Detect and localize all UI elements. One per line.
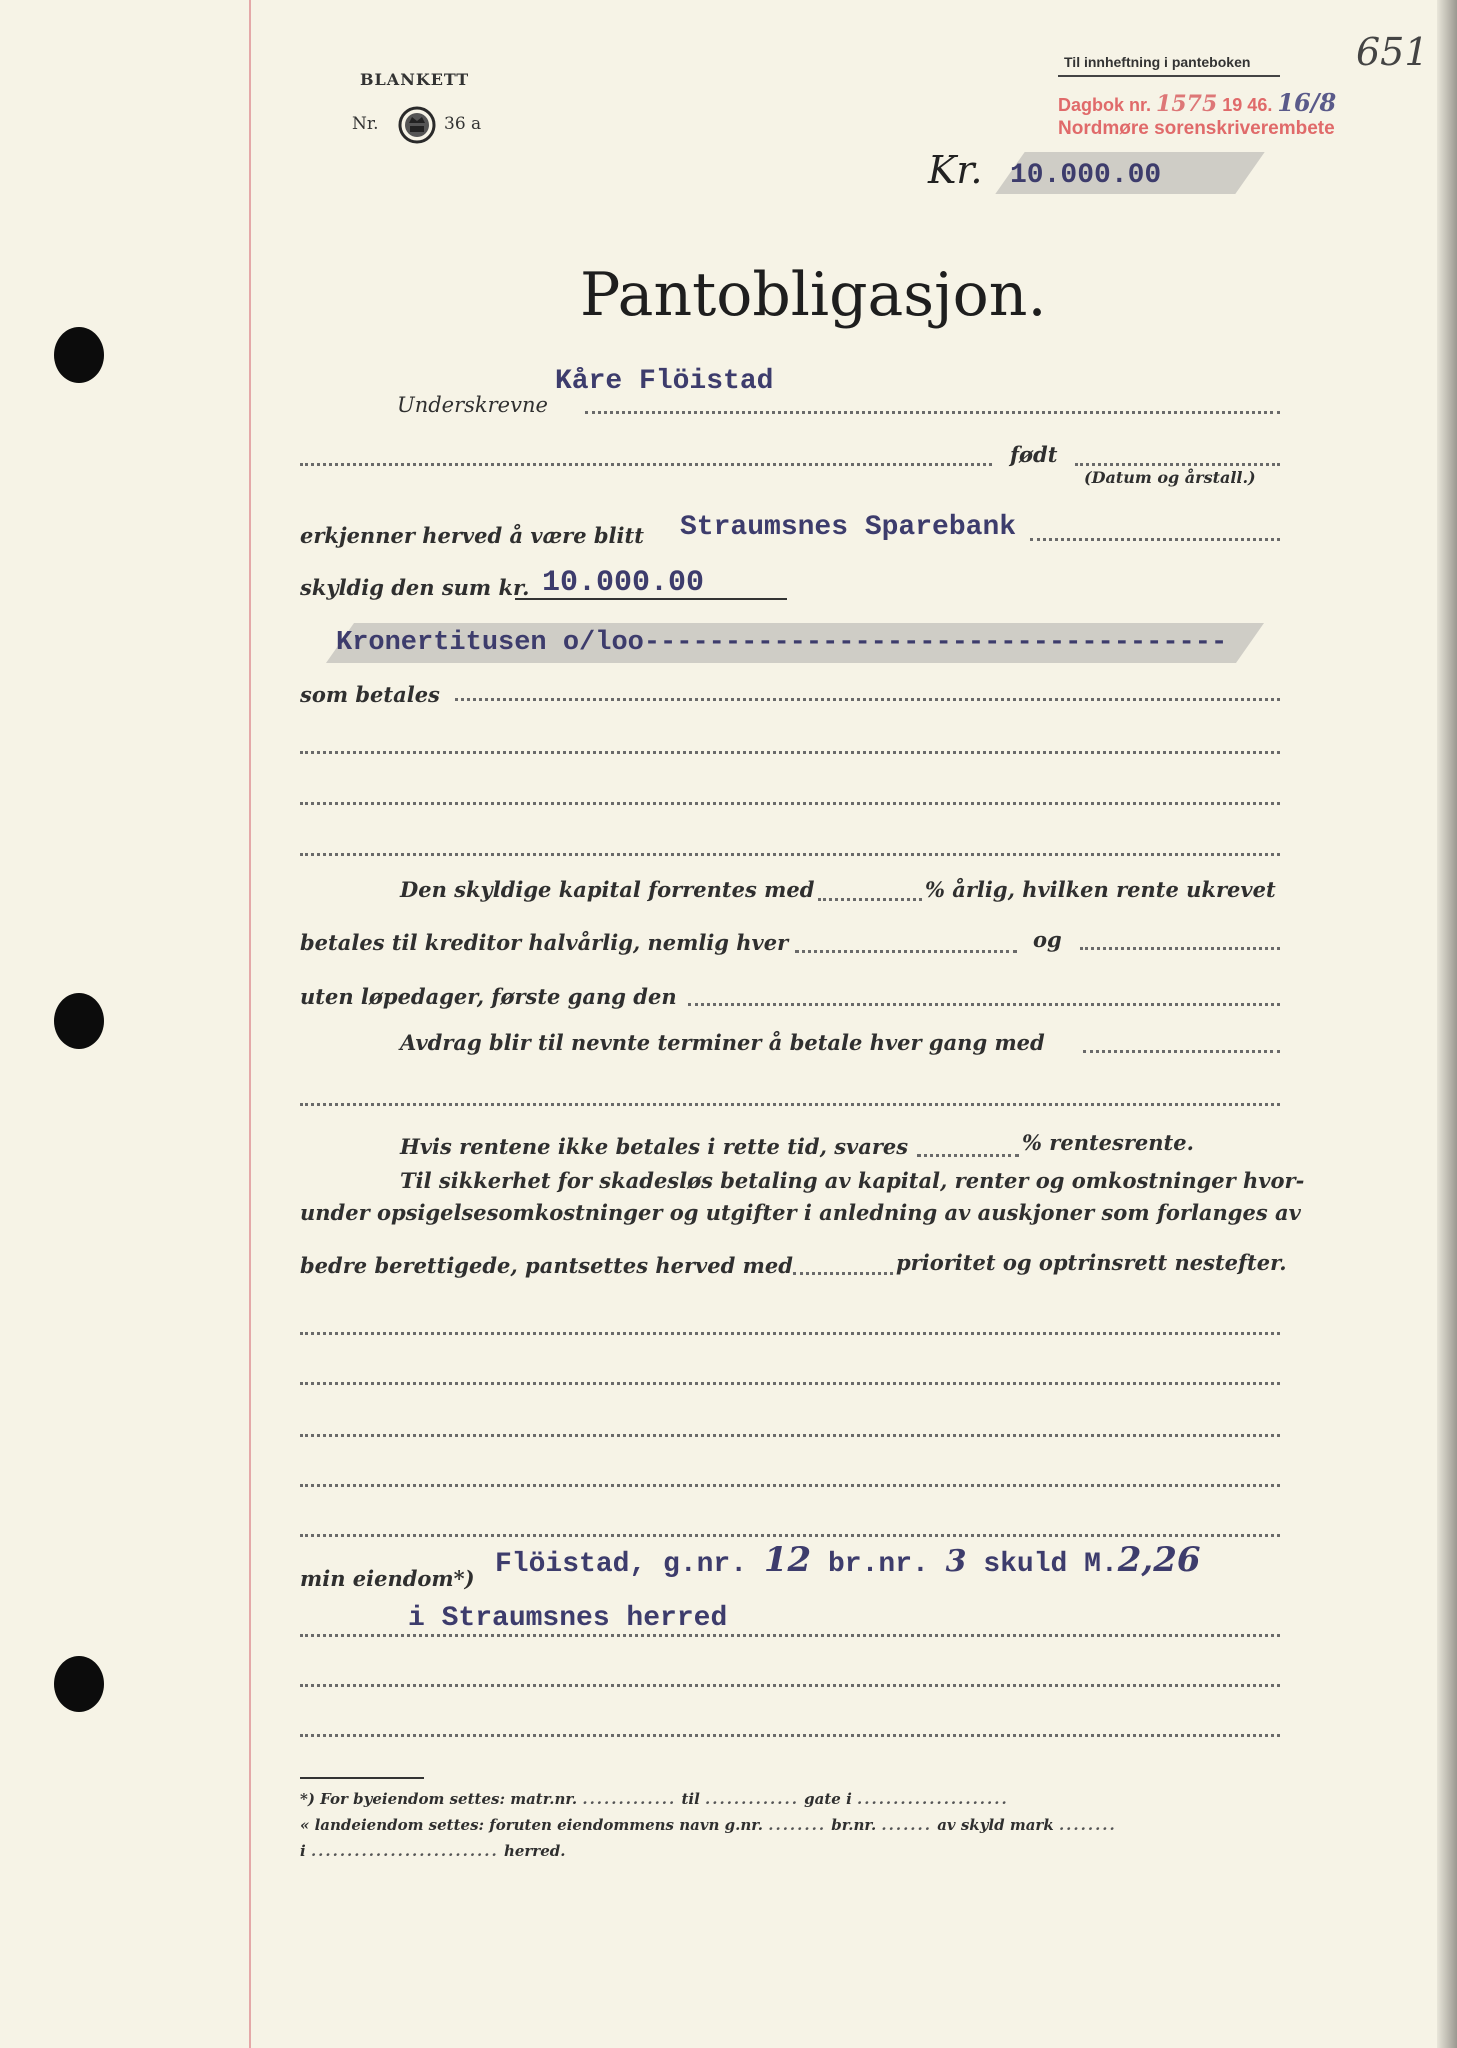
property-municipality: i Straumsnes herred xyxy=(408,1603,728,1634)
security-text-2: under opsigelsesomkostninger og utgifter i anledning av auskjoner som forlanges av xyxy=(300,1200,1301,1225)
og-text: og xyxy=(1033,927,1062,952)
dotted-line xyxy=(300,1103,1280,1106)
punch-hole xyxy=(54,993,104,1049)
dotted-line xyxy=(300,802,1280,805)
dotted-line xyxy=(585,411,1280,414)
footnote-text: i xyxy=(300,1842,306,1860)
dotted-line xyxy=(818,898,922,901)
footnote-rule xyxy=(300,1777,424,1779)
footnote-text: av skyld mark xyxy=(937,1816,1054,1834)
footnote-text: til xyxy=(681,1790,700,1808)
interest-text-2: % årlig, hvilken rente ukrevet xyxy=(925,877,1276,902)
footnote-text: *) For byeiendom settes: matr.nr. xyxy=(300,1790,578,1808)
dotted-line xyxy=(455,698,1280,701)
dotted-line xyxy=(300,1684,1280,1687)
punch-hole xyxy=(54,1656,104,1712)
sum-value: 10.000.00 xyxy=(542,566,705,600)
stamp-journal-label: Dagbok nr. xyxy=(1058,95,1152,115)
punch-hole xyxy=(54,327,104,383)
undersigned-label: Underskrevne xyxy=(397,393,548,417)
footnote-line-1: *) For byeiendom settes: matr.nr. ............. til ............. gate i ..................... xyxy=(300,1790,1009,1808)
installment-text: Avdrag blir til nevnte terminer å betale hver gang med xyxy=(400,1030,1045,1055)
creditor-label: erkjenner herved å være blitt xyxy=(300,523,644,548)
footnote-text: herred. xyxy=(503,1842,566,1860)
margin-line xyxy=(249,0,251,2048)
property-label: min eiendom*) xyxy=(300,1566,475,1591)
property-gnr: 12 xyxy=(763,1540,812,1580)
footnote-text: br.nr. xyxy=(831,1816,877,1834)
stamp-journal-line xyxy=(1058,88,1336,117)
dotted-line xyxy=(300,1332,1280,1335)
creditor-pay-text: betales til kreditor halvårlig, nemlig hver xyxy=(300,930,789,955)
dotted-line xyxy=(300,751,1280,754)
dotted-line xyxy=(300,1534,1280,1537)
journal-number: 1575 xyxy=(1156,91,1218,117)
journal-date: 16/8 xyxy=(1277,88,1337,117)
property-brnr: 3 xyxy=(945,1544,967,1579)
born-hint: (Datum og årstall.) xyxy=(1084,468,1256,487)
form-number-label: Nr. xyxy=(352,114,379,134)
late-interest-text-2: % rentesrente. xyxy=(1022,1130,1194,1155)
dotted-line xyxy=(300,1734,1280,1737)
footnote-text: i xyxy=(846,1790,852,1808)
dotted-line xyxy=(1083,1050,1280,1053)
dotted-line xyxy=(300,1484,1280,1487)
stamp-divider xyxy=(1058,75,1280,77)
interest-text: Den skyldige kapital forrentes med xyxy=(400,877,815,902)
dotted-line xyxy=(300,853,1280,856)
property-skuld: 2,26 xyxy=(1117,1540,1201,1580)
debtor-name: Kåre Flöistad xyxy=(555,366,774,397)
dotted-line xyxy=(300,1434,1280,1437)
property-brnr-label: br.nr. xyxy=(828,1549,929,1580)
crest-logo xyxy=(398,106,436,144)
creditor-name: Straumsnes Sparebank xyxy=(680,512,1017,543)
sum-in-words: Kronertitusen o/loo------------------------------------ xyxy=(336,628,1228,658)
first-payment-text: uten løpedager, første gang den xyxy=(300,984,677,1009)
born-label: født xyxy=(1010,442,1058,467)
sum-label: skyldig den sum kr. xyxy=(300,575,530,600)
form-type-label: BLANKETT xyxy=(360,70,470,89)
dotted-line xyxy=(917,1154,1019,1157)
stamp-year: 19 46. xyxy=(1222,95,1273,115)
footnote-text: gate xyxy=(804,1790,841,1808)
dotted-line xyxy=(1030,538,1280,541)
dotted-line xyxy=(795,950,1017,953)
amount-label: Kr. xyxy=(928,148,983,192)
footnote-text: « landeiendom settes: foruten eiendommens navn g.nr. xyxy=(300,1816,764,1834)
footnote-line-3: i .......................... herred. xyxy=(300,1842,566,1860)
form-number-value: 36 a xyxy=(444,114,482,134)
security-text-4: prioritet og optrinsrett nestefter. xyxy=(896,1250,1287,1275)
dotted-line xyxy=(300,463,992,466)
dotted-line xyxy=(300,1382,1280,1385)
stamp-office: Nordmøre sorenskriverembete xyxy=(1058,118,1335,139)
dotted-line xyxy=(1080,947,1280,950)
page-edge xyxy=(1437,0,1457,2048)
document-title: Pantobligasjon. xyxy=(580,260,1047,330)
security-text-3: bedre berettigede, pantsettes herved med xyxy=(300,1253,793,1278)
dotted-line xyxy=(300,1634,1280,1637)
dotted-line xyxy=(793,1272,893,1275)
amount-value: 10.000.00 xyxy=(1010,160,1162,191)
footnote-line-2: « landeiendom settes: foruten eiendommens navn g.nr. ........ br.nr. ....... av skyld mark ........ xyxy=(300,1816,1117,1834)
property-description xyxy=(495,1540,1201,1580)
dotted-line xyxy=(1075,463,1280,466)
sum-underline xyxy=(515,598,787,600)
security-text-1: Til sikkerhet for skadesløs betaling av kapital, renter og omkostninger hvor- xyxy=(400,1168,1305,1193)
page-number: 651 xyxy=(1356,30,1429,74)
dotted-line xyxy=(688,1003,1280,1006)
payment-label: som betales xyxy=(300,682,440,707)
property-skuld-label: skuld M. xyxy=(983,1549,1118,1580)
property-name: Flöistad, g.nr. xyxy=(495,1549,748,1580)
stamp-heading: Til innheftning i panteboken xyxy=(1064,54,1251,70)
late-interest-text: Hvis rentene ikke betales i rette tid, svares xyxy=(400,1134,909,1159)
